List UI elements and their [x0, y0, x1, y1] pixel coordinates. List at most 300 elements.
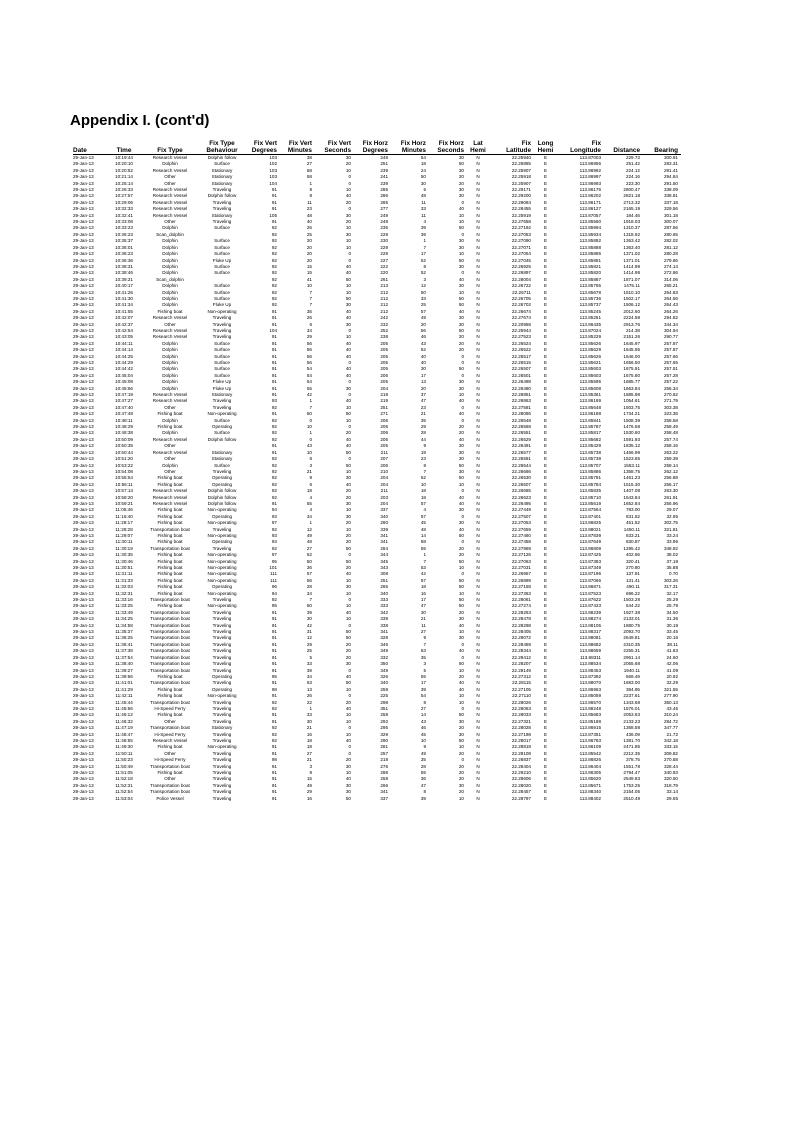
- cell-distance: 1466.99: [623, 449, 640, 455]
- cell-long-hemi: E: [543, 231, 548, 237]
- cell-fix-type-behaviour: Traveling: [212, 648, 232, 654]
- cell-fix-vert-minutes: 27: [306, 545, 312, 551]
- cell-fix-vert-degrees: 95: [271, 673, 277, 679]
- cell-fix-longitude: 113.85648: [579, 404, 601, 410]
- cell-fix-vert-minutes: 18: [306, 744, 312, 750]
- cell-fix-vert-minutes: 9: [309, 187, 312, 193]
- cell-bearing: 333.15: [663, 744, 678, 750]
- cell-fix-horz-seconds: 40: [458, 622, 464, 628]
- cell-fix-vert-degrees: 92: [271, 270, 277, 276]
- cell-distance: 1476.58: [623, 424, 640, 430]
- cell-fix-horz-seconds: 10: [458, 289, 464, 295]
- column-header-line: Minutes: [287, 146, 312, 154]
- cell-date: 29-Jan-13: [73, 597, 94, 603]
- cell-distance: 1371.01: [623, 257, 640, 263]
- cell-bearing: 287.56: [663, 225, 678, 231]
- cell-bearing: 264.56: [663, 295, 678, 301]
- column-header-line: Time: [116, 146, 132, 154]
- cell-date: 29-Jan-13: [73, 334, 94, 340]
- cell-long-hemi: E: [543, 225, 548, 231]
- cell-fix-vert-seconds: 20: [345, 520, 351, 526]
- cell-lat-hemi: N: [476, 289, 480, 295]
- cell-fix-vert-seconds: 50: [345, 680, 351, 686]
- cell-fix-type-behaviour: Non-operating: [207, 565, 237, 570]
- cell-fix-longitude: 113.88659: [579, 648, 601, 654]
- cell-lat-hemi: N: [476, 725, 480, 731]
- cell-fix-vert-minutes: 25: [306, 648, 312, 654]
- cell-fix-longitude: 113.87622: [579, 597, 601, 603]
- cell-fix-horz-degrees: 205: [380, 340, 388, 346]
- cell-fix-latitude: 22.29412: [511, 654, 531, 660]
- cell-fix-horz-seconds: 40: [458, 411, 464, 417]
- cell-long-hemi: E: [543, 436, 548, 442]
- cell-fix-latitude: 22.27054: [511, 251, 531, 257]
- cell-fix-type-behaviour: Traveling: [212, 404, 232, 410]
- cell-time: 10:20:52: [115, 167, 133, 173]
- cell-fix-vert-degrees: 92: [271, 238, 277, 244]
- cell-fix-horz-minutes: 16: [420, 590, 426, 596]
- cell-fix-horz-degrees: 288: [380, 770, 388, 775]
- cell-bearing: 300.91: [663, 155, 678, 160]
- cell-fix-horz-minutes: 30: [420, 180, 426, 186]
- cell-time: 11:30:51: [115, 565, 133, 570]
- cell-fix-longitude: 113.85603: [579, 366, 601, 372]
- cell-fix-vert-degrees: 91: [271, 187, 277, 193]
- cell-fix-longitude: 113.86871: [579, 584, 601, 590]
- cell-lat-hemi: N: [476, 571, 480, 577]
- cell-long-hemi: E: [543, 456, 548, 462]
- cell-fix-type: Hi-Speed Ferry: [154, 705, 186, 711]
- cell-fix-type: Transportation boat: [150, 667, 190, 673]
- cell-fix-vert-degrees: 91: [271, 718, 277, 724]
- cell-fix-type: Research Vessel: [152, 327, 188, 333]
- cell-fix-latitude: 22.26522: [511, 347, 531, 353]
- cell-long-hemi: E: [543, 603, 548, 609]
- cell-bearing: 304.94: [663, 327, 678, 333]
- cell-fix-vert-degrees: 92: [271, 417, 277, 423]
- cell-fix-latitude: 22.28344: [511, 648, 531, 654]
- cell-fix-longitude: 113.87839: [579, 532, 601, 538]
- cell-date: 29-Jan-13: [73, 372, 94, 378]
- column-header-line: Hemi: [470, 146, 486, 154]
- cell-fix-horz-degrees: 286: [380, 193, 388, 199]
- cell-distance: 2212.35: [623, 750, 640, 756]
- cell-fix-latitude: 22.26501: [511, 372, 531, 378]
- cell-fix-longitude: 113.85678: [579, 289, 601, 295]
- cell-date: 29-Jan-13: [73, 750, 94, 756]
- cell-lat-hemi: N: [476, 443, 480, 449]
- cell-fix-latitude: 22.28020: [511, 782, 531, 788]
- cell-date: 29-Jan-13: [73, 667, 94, 673]
- cell-fix-horz-minutes: 39: [420, 795, 426, 801]
- cell-fix-vert-degrees: 91: [271, 789, 277, 795]
- cell-fix-horz-degrees: 343: [380, 565, 388, 570]
- cell-lat-hemi: N: [476, 404, 480, 410]
- cell-fix-latitude: 22.26685: [511, 488, 531, 494]
- cell-fix-latitude: 22.26666: [511, 468, 531, 474]
- cell-fix-horz-degrees: 340: [380, 680, 388, 686]
- cell-fix-horz-minutes: 17: [420, 372, 426, 378]
- cell-lat-hemi: N: [476, 577, 480, 583]
- cell-fix-type-behaviour: Traveling: [212, 789, 232, 795]
- cell-fix-latitude: 22.28459: [511, 641, 531, 647]
- cell-fix-vert-seconds: 20: [345, 539, 351, 545]
- cell-fix-horz-minutes: 5: [423, 187, 426, 193]
- cell-fix-vert-minutes: 54: [306, 379, 312, 385]
- cell-date: 29-Jan-13: [73, 385, 94, 391]
- cell-distance: 1553.11: [623, 462, 640, 468]
- cell-bearing: 272.86: [663, 270, 678, 276]
- cell-bearing: 290.77: [663, 334, 678, 340]
- cell-fix-type: Fishing boat: [157, 673, 183, 679]
- cell-lat-hemi: N: [476, 340, 480, 346]
- cell-fix-horz-seconds: 50: [458, 532, 464, 538]
- cell-long-hemi: E: [543, 263, 548, 269]
- cell-fix-type-behaviour: Traveling: [212, 622, 232, 628]
- cell-fix-vert-minutes: 27: [306, 750, 312, 756]
- cell-fix-latitude: 22.27053: [511, 520, 531, 526]
- cell-time: 10:21:14: [115, 174, 133, 180]
- cell-lat-hemi: N: [476, 295, 480, 301]
- cell-date: 29-Jan-13: [73, 199, 94, 205]
- cell-time: 10:26:33: [115, 187, 133, 193]
- cell-fix-horz-minutes: 30: [420, 366, 426, 372]
- cell-fix-horz-minutes: 7: [423, 468, 426, 474]
- cell-fix-horz-minutes: 9: [423, 744, 426, 750]
- cell-fix-vert-seconds: 10: [345, 468, 351, 474]
- cell-fix-longitude: 113.85888: [579, 244, 601, 250]
- cell-bearing: 31.36: [666, 616, 678, 622]
- cell-fix-horz-degrees: 290: [380, 737, 388, 743]
- cell-fix-vert-minutes: 15: [306, 263, 312, 269]
- column-header-line: Long: [537, 139, 554, 147]
- cell-fix-horz-seconds: 20: [458, 174, 464, 180]
- cell-fix-vert-minutes: 20: [306, 244, 312, 250]
- cell-fix-vert-seconds: 40: [345, 193, 351, 199]
- cell-fix-vert-degrees: 93: [271, 532, 277, 538]
- cell-fix-horz-seconds: 30: [458, 635, 464, 641]
- cell-date: 29-Jan-13: [73, 693, 94, 699]
- column-header-lat-hemi: [467, 137, 489, 155]
- cell-long-hemi: E: [543, 449, 548, 455]
- cell-long-hemi: E: [543, 673, 548, 679]
- cell-fix-vert-seconds: 40: [345, 372, 351, 378]
- cell-fix-type-behaviour: Stationary: [211, 174, 233, 180]
- cell-fix-latitude: 22.27458: [511, 539, 531, 545]
- cell-fix-vert-degrees: 91: [271, 193, 277, 199]
- cell-lat-hemi: N: [476, 302, 480, 308]
- cell-fix-latitude: 22.27031: [511, 565, 531, 570]
- cell-fix-horz-seconds: 0: [461, 199, 464, 205]
- cell-lat-hemi: N: [476, 180, 480, 186]
- cell-fix-longitude: 113.86992: [579, 167, 601, 173]
- cell-fix-vert-minutes: 56: [306, 577, 312, 583]
- cell-distance: 1510.10: [623, 289, 640, 295]
- cell-distance: 1363.40: [623, 244, 640, 250]
- cell-fix-horz-degrees: 349: [380, 648, 388, 654]
- cell-fix-horz-seconds: 40: [458, 398, 464, 404]
- cell-date: 29-Jan-13: [73, 558, 94, 564]
- cell-fix-vert-degrees: 92: [271, 462, 277, 468]
- cell-fix-type: Research Vessel: [152, 212, 188, 218]
- cell-time: 10:25:14: [115, 180, 133, 186]
- cell-fix-type-behaviour: Non-operating: [207, 520, 237, 526]
- cell-lat-hemi: N: [476, 552, 480, 558]
- cell-fix-vert-seconds: 30: [345, 155, 351, 160]
- cell-fix-type-behaviour: Traveling: [212, 680, 232, 686]
- cell-fix-horz-minutes: 35: [420, 757, 426, 763]
- cell-bearing: 257.22: [663, 379, 678, 385]
- cell-fix-type-behaviour: Dolphin follow: [207, 500, 237, 506]
- cell-lat-hemi: N: [476, 500, 480, 506]
- cell-date: 29-Jan-13: [73, 411, 94, 417]
- cell-fix-vert-seconds: 10: [345, 718, 351, 724]
- cell-fix-vert-seconds: 20: [345, 488, 351, 494]
- cell-distance: 490.11: [626, 584, 640, 590]
- cell-fix-type: Research Vessel: [152, 398, 188, 404]
- cell-distance: 1543.84: [623, 494, 640, 500]
- cell-bearing: 256.88: [663, 475, 678, 481]
- cell-long-hemi: E: [543, 725, 548, 731]
- cell-fix-latitude: 22.27581: [511, 404, 531, 410]
- cell-fix-type: Transportation boat: [150, 616, 190, 622]
- cell-date: 29-Jan-13: [73, 603, 94, 609]
- cell-time: 11:50:49: [115, 763, 133, 769]
- cell-fix-type: Fishing boat: [157, 513, 183, 519]
- cell-long-hemi: E: [543, 565, 548, 570]
- cell-fix-vert-seconds: 30: [345, 385, 351, 391]
- cell-fix-type: Dolphin: [162, 161, 178, 167]
- cell-lat-hemi: N: [476, 436, 480, 442]
- column-header-line: Lat: [473, 139, 483, 147]
- cell-fix-vert-degrees: 95: [271, 603, 277, 609]
- cell-fix-vert-minutes: 7: [309, 302, 312, 308]
- cell-fix-longitude: 113.85892: [579, 238, 601, 244]
- cell-fix-horz-minutes: 55: [420, 770, 426, 775]
- cell-fix-type-behaviour: Traveling: [212, 731, 232, 737]
- cell-fix-horz-degrees: 206: [380, 430, 388, 436]
- cell-lat-hemi: N: [476, 731, 480, 737]
- cell-fix-longitude: 113.87392: [579, 673, 601, 679]
- cell-fix-type: Research Vessel: [152, 193, 188, 199]
- cell-fix-horz-degrees: 326: [380, 673, 388, 679]
- cell-fix-type: Transportation boat: [150, 526, 190, 532]
- cell-bearing: 284.72: [663, 718, 678, 724]
- cell-lat-hemi: N: [476, 629, 480, 635]
- cell-fix-longitude: 113.88021: [579, 526, 601, 532]
- cell-fix-latitude: 22.26524: [511, 340, 531, 346]
- cell-fix-horz-seconds: 20: [458, 552, 464, 558]
- cell-distance: 1503.28: [623, 597, 640, 603]
- cell-fix-horz-degrees: 204: [380, 475, 388, 481]
- cell-fix-latitude: 22.28207: [511, 661, 531, 667]
- cell-fix-type-behaviour: Traveling: [212, 750, 232, 756]
- cell-lat-hemi: N: [476, 187, 480, 193]
- cell-fix-horz-degrees: 332: [380, 654, 388, 660]
- cell-fix-vert-minutes: 29: [306, 641, 312, 647]
- cell-time: 11:46:32: [115, 718, 133, 724]
- cell-date: 29-Jan-13: [73, 577, 94, 583]
- cell-fix-vert-degrees: 91: [271, 360, 277, 365]
- cell-distance: 270.80: [625, 565, 640, 570]
- cell-bearing: 42.06: [666, 661, 678, 667]
- cell-fix-horz-minutes: 8: [423, 462, 426, 468]
- cell-fix-vert-minutes: 30: [306, 718, 312, 724]
- cell-long-hemi: E: [543, 424, 548, 430]
- cell-fix-vert-degrees: 92: [271, 725, 277, 731]
- cell-time: 10:41:30: [115, 295, 133, 301]
- cell-time: 11:31:33: [115, 577, 133, 583]
- cell-bearing: 323.36: [663, 411, 678, 417]
- cell-fix-horz-seconds: 0: [461, 641, 464, 647]
- cell-fix-longitude: 113.87024: [579, 327, 601, 333]
- cell-fix-vert-degrees: 91: [271, 372, 277, 378]
- cell-bearing: 310.24: [663, 712, 678, 718]
- cell-fix-horz-degrees: 205: [380, 372, 388, 378]
- cell-distance: 2549.83: [623, 776, 640, 782]
- cell-fix-type: Scan_dolphin: [156, 276, 184, 282]
- cell-bearing: 24.60: [666, 654, 678, 660]
- cell-fix-type: Research Vessel: [152, 334, 188, 340]
- cell-bearing: 264.83: [663, 289, 678, 295]
- cell-fix-horz-minutes: 39: [420, 686, 426, 692]
- cell-fix-vert-degrees: 102: [269, 161, 277, 167]
- cell-distance: 1652.84: [623, 500, 640, 506]
- cell-fix-latitude: 22.25919: [511, 212, 531, 218]
- cell-fix-latitude: 22.26674: [511, 308, 531, 314]
- cell-fix-type-behaviour: Stationary: [211, 212, 233, 218]
- column-header-line: Date: [73, 146, 87, 154]
- cell-distance: 2713.32: [623, 199, 640, 205]
- cell-fix-vert-seconds: 0: [348, 622, 351, 628]
- cell-bearing: 321.81: [663, 526, 678, 532]
- cell-fix-vert-minutes: 54: [306, 366, 312, 372]
- cell-distance: 2165.19: [623, 206, 640, 212]
- cell-fix-type-behaviour: Operating: [211, 539, 233, 545]
- cell-time: 10:44:29: [115, 360, 133, 365]
- cell-distance: 1880.75: [623, 622, 640, 628]
- cell-long-hemi: E: [543, 539, 548, 545]
- cell-fix-latitude: 22.26711: [512, 289, 531, 295]
- cell-fix-vert-minutes: 34: [306, 327, 312, 333]
- cell-lat-hemi: N: [476, 167, 480, 173]
- cell-fix-vert-minutes: 0: [309, 436, 312, 442]
- cell-long-hemi: E: [543, 545, 548, 551]
- cell-lat-hemi: N: [476, 334, 480, 340]
- cell-fix-type: Research Vessel: [152, 737, 188, 743]
- column-header-long-hemi: [534, 137, 557, 155]
- cell-fix-vert-seconds: 40: [345, 443, 351, 449]
- cell-fix-horz-degrees: 344: [380, 552, 388, 558]
- cell-time: 11:37:54: [115, 654, 133, 660]
- cell-fix-vert-seconds: 40: [345, 353, 351, 359]
- cell-date: 29-Jan-13: [73, 283, 94, 289]
- cell-fix-horz-degrees: 285: [380, 199, 388, 205]
- column-header-line: Fix Vert: [253, 139, 277, 147]
- cell-fix-vert-seconds: 10: [345, 404, 351, 410]
- table-header: [73, 137, 681, 155]
- cell-fix-longitude: 113.85738: [579, 456, 601, 462]
- cell-fix-type-behaviour: Traveling: [212, 616, 232, 622]
- cell-fix-horz-seconds: 30: [458, 379, 464, 385]
- cell-bearing: 257.65: [663, 360, 678, 365]
- cell-long-hemi: E: [543, 776, 548, 782]
- cell-fix-horz-degrees: 349: [380, 667, 388, 673]
- cell-lat-hemi: N: [476, 494, 480, 500]
- cell-fix-type: Other: [164, 750, 176, 756]
- cell-fix-vert-minutes: 33: [306, 712, 312, 718]
- cell-date: 29-Jan-13: [73, 616, 94, 622]
- cell-fix-horz-seconds: 50: [458, 603, 464, 609]
- cell-date: 29-Jan-13: [73, 782, 94, 788]
- cell-long-hemi: E: [543, 340, 548, 346]
- cell-fix-vert-seconds: 40: [345, 776, 351, 782]
- column-header-line: Fix: [521, 139, 531, 147]
- cell-long-hemi: E: [543, 731, 548, 737]
- cell-fix-horz-degrees: 252: [380, 327, 388, 333]
- cell-fix-horz-seconds: 50: [458, 737, 464, 743]
- cell-fix-type-behaviour: Fluke Up: [212, 379, 232, 385]
- cell-long-hemi: E: [543, 212, 548, 218]
- cell-fix-type: Transportation boat: [150, 629, 190, 635]
- cell-long-hemi: E: [543, 372, 548, 378]
- cell-fix-horz-degrees: 339: [380, 616, 388, 622]
- cell-fix-horz-minutes: 8: [423, 263, 426, 269]
- cell-date: 29-Jan-13: [73, 155, 94, 160]
- cell-lat-hemi: N: [476, 193, 480, 199]
- cell-fix-horz-minutes: 17: [420, 597, 426, 603]
- cell-fix-longitude: 113.85737: [579, 302, 601, 308]
- cell-fix-horz-minutes: 18: [420, 488, 426, 494]
- cell-fix-horz-seconds: 0: [461, 231, 464, 237]
- cell-fix-latitude: 22.27053: [511, 231, 531, 237]
- cell-fix-vert-seconds: 10: [345, 686, 351, 692]
- cell-fix-longitude: 113.86783: [579, 737, 601, 743]
- cell-fix-vert-degrees: 92: [271, 737, 277, 743]
- cell-long-hemi: E: [543, 680, 548, 686]
- cell-fix-latitude: 22.28405: [511, 629, 531, 635]
- cell-fix-latitude: 22.29072: [511, 635, 531, 641]
- cell-fix-latitude: 22.28298: [511, 622, 531, 628]
- cell-long-hemi: E: [543, 500, 548, 506]
- cell-time: 11:30:19: [115, 545, 133, 551]
- cell-fix-vert-minutes: 26: [306, 693, 312, 699]
- cell-bearing: 32.29: [666, 680, 678, 686]
- cell-time: 10:44:11: [115, 340, 133, 346]
- cell-fix-horz-minutes: 23: [420, 404, 426, 410]
- column-header-bearing: [643, 137, 681, 155]
- cell-fix-horz-seconds: 20: [458, 789, 464, 795]
- cell-lat-hemi: N: [476, 468, 480, 474]
- cell-lat-hemi: N: [476, 219, 480, 225]
- cell-time: 11:48:55: [115, 737, 133, 743]
- cell-fix-type: Transportation boat: [150, 641, 190, 647]
- cell-fix-horz-minutes: 29: [420, 424, 426, 430]
- cell-lat-hemi: N: [476, 545, 480, 551]
- cell-fix-type-behaviour: Traveling: [212, 321, 232, 327]
- page-title: Appendix I. (cont'd): [70, 112, 210, 129]
- cell-fix-latitude: 22.28028: [511, 725, 531, 731]
- cell-fix-horz-seconds: 0: [461, 654, 464, 660]
- cell-fix-type-behaviour: Non-operating: [207, 308, 237, 314]
- cell-fix-vert-minutes: 12: [306, 635, 312, 641]
- cell-fix-horz-seconds: 30: [458, 782, 464, 788]
- cell-fix-type-behaviour: Surface: [214, 244, 230, 250]
- cell-fix-vert-seconds: 0: [348, 725, 351, 731]
- cell-fix-horz-degrees: 259: [380, 686, 388, 692]
- cell-fix-type-behaviour: Traveling: [212, 187, 232, 193]
- cell-fix-vert-minutes: 40: [306, 219, 312, 225]
